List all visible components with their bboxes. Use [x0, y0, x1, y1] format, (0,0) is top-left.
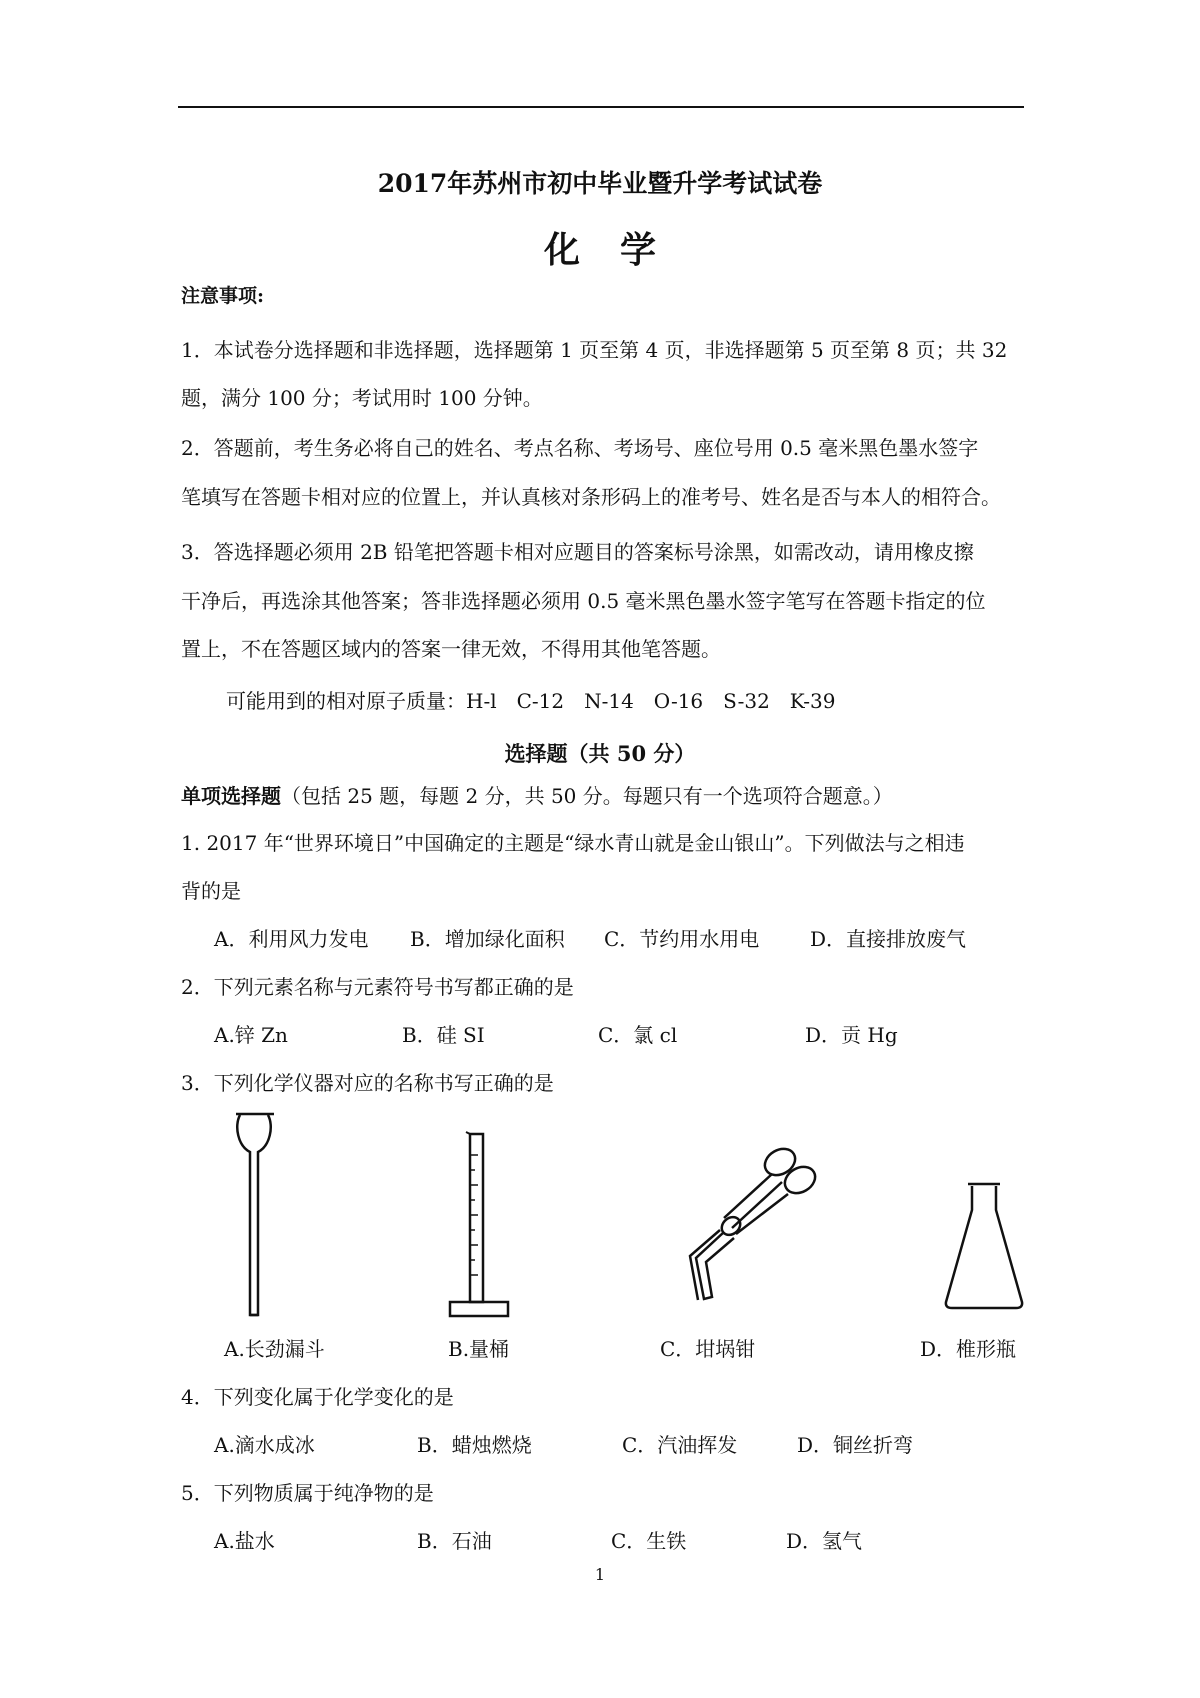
notice-item-1-line-2: 题，满分 100 分；考试用时 100 分钟。: [181, 386, 543, 410]
notice-heading: 注意事项:: [181, 285, 265, 307]
q1-option-d: D．直接排放废气: [810, 927, 967, 951]
question-1-line-1: 1. 2017 年“世界环境日”中国确定的主题是“绿水青山就是金山银山”。下列做法与之相违: [181, 831, 965, 855]
question-4: 4．下列变化属于化学变化的是: [181, 1385, 454, 1409]
q3-option-a: A.长劲漏斗: [224, 1337, 325, 1361]
instruction-text: （包括 25 题，每题 2 分，共 50 分。每题只有一个选项符合题意。）: [281, 784, 893, 808]
subject-title: 化学: [543, 229, 696, 271]
q4-option-c: C．汽油挥发: [622, 1433, 738, 1457]
section-title: 选择题（共 50 分）: [504, 741, 696, 766]
crucible-tongs-image: [676, 1134, 826, 1314]
header-rule: [178, 106, 1024, 108]
atomic-masses: 可能用到的相对原子质量：H-l C-12 N-14 O-16 S-32 K-39: [226, 689, 836, 713]
q2-option-b: B．硅 SI: [402, 1023, 485, 1047]
notice-item-3-line-2: 干净后，再选涂其他答案；答非选择题必须用 0.5 毫米黑色墨水签字笔写在答题卡指定的位: [181, 589, 986, 613]
q3-option-b: B.量桶: [448, 1337, 510, 1361]
notice-item-2-line-1: 2．答题前，考生务必将自己的姓名、考点名称、考场号、座位号用 0.5 毫米黑色墨水签字: [181, 436, 979, 460]
question-2: 2．下列元素名称与元素符号书写都正确的是: [181, 975, 574, 999]
section-instruction: [181, 783, 893, 809]
q1-option-c: C．节约用水用电: [604, 927, 760, 951]
notice-item-1-line-1: 1．本试卷分选择题和非选择题，选择题第 1 页至第 4 页，非选择题第 5 页至第 8 页；共 32: [181, 338, 1008, 362]
q1-option-a: A．利用风力发电: [214, 927, 369, 951]
graduated-cylinder-image: [448, 1130, 518, 1320]
question-1-line-2: 背的是: [181, 879, 241, 903]
q2-option-d: D．贡 Hg: [805, 1023, 898, 1047]
notice-item-3-line-1: 3．答选择题必须用 2B 铅笔把答题卡相对应题目的答案标号涂黑，如需改动，请用橡皮擦: [181, 540, 974, 564]
q4-option-d: D．铜丝折弯: [797, 1433, 914, 1457]
notice-item-2-line-2: 笔填写在答题卡相对应的位置上，并认真核对条形码上的准考号、姓名是否与本人的相符合。: [181, 485, 1001, 509]
q3-option-d: D．椎形瓶: [920, 1337, 1017, 1361]
exam-title: 2017年苏州市初中毕业暨升学考试试卷: [377, 169, 823, 198]
question-3: 3．下列化学仪器对应的名称书写正确的是: [181, 1071, 554, 1095]
q2-option-c: C．氯 cl: [598, 1023, 678, 1047]
long-neck-funnel-image: [230, 1110, 280, 1320]
page-number: 1: [594, 1565, 606, 1584]
q4-option-b: B．蜡烛燃烧: [417, 1433, 532, 1457]
q5-option-c: C．生铁: [611, 1529, 687, 1553]
q5-option-a: A.盐水: [214, 1529, 275, 1553]
q3-option-c: C．坩埚钳: [660, 1337, 756, 1361]
notice-item-3-line-3: 置上，不在答题区域内的答案一律无效，不得用其他笔答题。: [181, 637, 721, 661]
q5-option-b: B．石油: [417, 1529, 492, 1553]
q5-option-d: D．氢气: [786, 1529, 863, 1553]
q2-option-a: A.锌 Zn: [214, 1023, 288, 1047]
q4-option-a: A.滴水成冰: [214, 1433, 315, 1457]
conical-flask-image: [940, 1180, 1030, 1320]
instruction-label: 单项选择题: [181, 784, 281, 808]
q1-option-b: B．增加绿化面积: [410, 927, 565, 951]
question-5: 5．下列物质属于纯净物的是: [181, 1481, 434, 1505]
